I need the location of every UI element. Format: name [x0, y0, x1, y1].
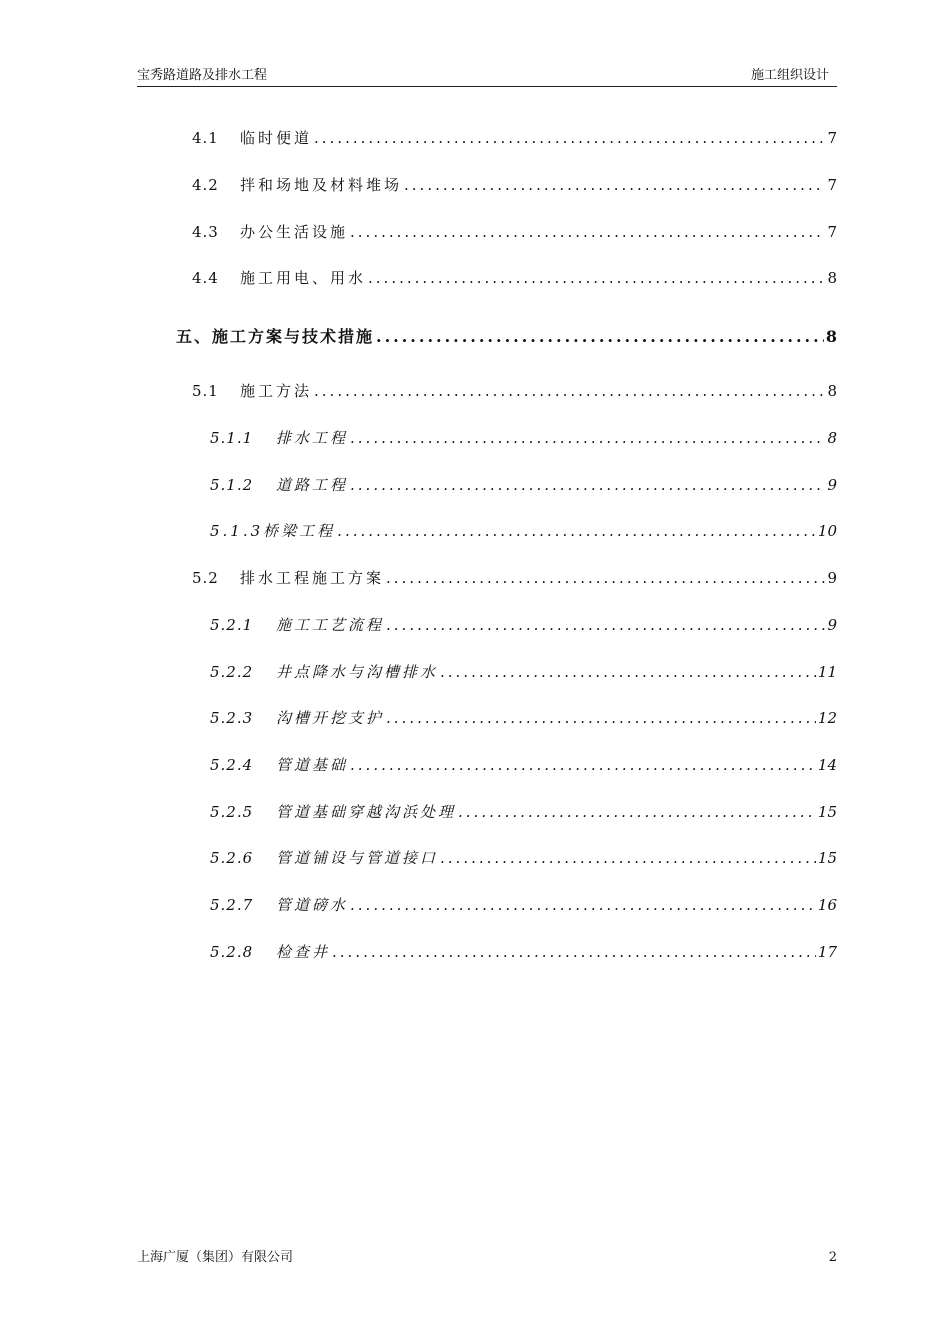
toc-entry-4-4[interactable]	[192, 267, 837, 289]
toc-entry-page: 9	[827, 616, 837, 634]
toc-entry-title: 5.1.3桥梁工程	[210, 522, 336, 540]
toc-entry-title: 施工方法	[240, 382, 313, 400]
toc-leader-dots	[376, 327, 824, 346]
toc-entry-page: 16	[817, 896, 837, 914]
toc-entry-number: 5.2.5	[210, 803, 254, 821]
toc-entry-number: 4.4	[192, 269, 219, 287]
toc-entry-page: 17	[817, 943, 837, 961]
toc-entry-4-1[interactable]	[192, 127, 837, 149]
toc-leader-dots	[314, 129, 825, 147]
toc-entry-title: 施工工艺流程	[276, 616, 385, 634]
toc-entry-title: 临时便道	[240, 129, 313, 147]
toc-entry-5-2-6[interactable]	[210, 847, 837, 869]
toc-entry-page: 8	[827, 429, 837, 447]
toc-entry-title: 施工用电、用水	[240, 269, 367, 287]
toc-entry-5-2-1[interactable]	[210, 614, 837, 636]
toc-entry-number: 4.3	[192, 223, 219, 241]
toc-entry-page: 12	[817, 709, 837, 727]
toc-entry-page: 7	[827, 176, 837, 194]
toc-entry-number: 5.2	[192, 569, 219, 587]
toc-leader-dots	[314, 382, 825, 400]
toc-entry-page: 15	[817, 803, 837, 821]
toc-entry-title: 办公生活设施	[240, 223, 349, 241]
toc-entry-title: 拌和场地及材料堆场	[240, 176, 403, 194]
toc-entry-number: 5.2.6	[210, 849, 254, 867]
toc-leader-dots	[350, 756, 816, 774]
toc-entry-5-2-3[interactable]	[210, 707, 837, 729]
toc-entry-5-1-3[interactable]	[210, 520, 837, 542]
toc-entry-title: 排水工程	[276, 429, 349, 447]
toc-leader-dots	[332, 943, 816, 961]
toc-entry-page: 7	[827, 223, 837, 241]
header-project-title: 宝秀路道路及排水工程	[137, 68, 268, 83]
toc-entry-title: 排水工程施工方案	[240, 569, 385, 587]
toc-leader-dots	[350, 476, 825, 494]
toc-leader-dots	[350, 896, 816, 914]
toc-entry-title: 管道基础穿越沟浜处理	[276, 803, 457, 821]
toc-entry-title: 井点降水与沟槽排水	[276, 663, 439, 681]
toc-leader-dots	[404, 176, 825, 194]
toc-entry-number: 4.2	[192, 176, 219, 194]
toc-leader-dots	[337, 522, 816, 540]
header-document-title: 施工组织设计	[750, 68, 829, 83]
toc-entry-number: 5.1	[192, 382, 219, 400]
toc-leader-dots	[350, 223, 825, 241]
toc-entry-number: 4.1	[192, 129, 219, 147]
toc-entry-page: 10	[817, 522, 837, 540]
toc-leader-dots	[368, 269, 825, 287]
toc-entry-page: 8	[825, 327, 837, 346]
toc-entry-5-1-1[interactable]	[210, 427, 837, 449]
toc-entry-5-2-7[interactable]	[210, 894, 837, 916]
toc-entry-page: 9	[827, 569, 837, 587]
toc-entry-number: 5.1.2	[210, 476, 254, 494]
toc-entry-number: 5.2.2	[210, 663, 254, 681]
toc-entry-title: 管道基础	[276, 756, 349, 774]
toc-entry-number: 5.1.1	[210, 429, 254, 447]
toc-entry-page: 8	[827, 382, 837, 400]
toc-entry-number: 5.2.4	[210, 756, 254, 774]
toc-entry-title: 管道磅水	[276, 896, 349, 914]
toc-entry-title: 沟槽开挖支护	[276, 709, 385, 727]
toc-entry-title: 检查井	[276, 943, 331, 961]
toc-entry-title: 道路工程	[276, 476, 349, 494]
toc-entry-4-3[interactable]	[192, 221, 837, 243]
toc-entry-title: 五、施工方案与技术措施	[176, 327, 375, 346]
toc-entry-5-2[interactable]	[192, 567, 837, 589]
toc-leader-dots	[440, 663, 816, 681]
toc-entry-number: 5.2.7	[210, 896, 254, 914]
toc-leader-dots	[386, 569, 825, 587]
toc-entry-number: 5.2.3	[210, 709, 254, 727]
toc-entry-5-2-5[interactable]	[210, 801, 837, 823]
toc-entry-5-2-2[interactable]	[210, 661, 837, 683]
toc-leader-dots	[458, 803, 816, 821]
toc-leader-dots	[440, 849, 816, 867]
toc-entry-5-1[interactable]	[192, 380, 837, 402]
toc-entry-chapter-5[interactable]	[176, 324, 837, 346]
toc-entry-page: 11	[817, 663, 837, 681]
toc-entry-number: 5.2.1	[210, 616, 254, 634]
toc-leader-dots	[386, 616, 825, 634]
toc-leader-dots	[386, 709, 816, 727]
toc-entry-page: 7	[827, 129, 837, 147]
toc-entry-4-2[interactable]	[192, 174, 837, 196]
toc-entry-number: 5.2.8	[210, 943, 254, 961]
toc-entry-page: 14	[817, 756, 837, 774]
toc-entry-5-2-8[interactable]	[210, 941, 837, 963]
footer-company-name: 上海广厦（集团）有限公司	[137, 1250, 294, 1265]
toc-entry-page: 8	[827, 269, 837, 287]
toc-entry-title: 管道铺设与管道接口	[276, 849, 439, 867]
toc-entry-5-1-2[interactable]	[210, 474, 837, 496]
page-footer	[137, 1250, 837, 1268]
toc-entry-page: 9	[827, 476, 837, 494]
page-number: 2	[828, 1250, 837, 1265]
toc-leader-dots	[350, 429, 825, 447]
toc-entry-5-2-4[interactable]	[210, 754, 837, 776]
toc-entry-page: 15	[817, 849, 837, 867]
